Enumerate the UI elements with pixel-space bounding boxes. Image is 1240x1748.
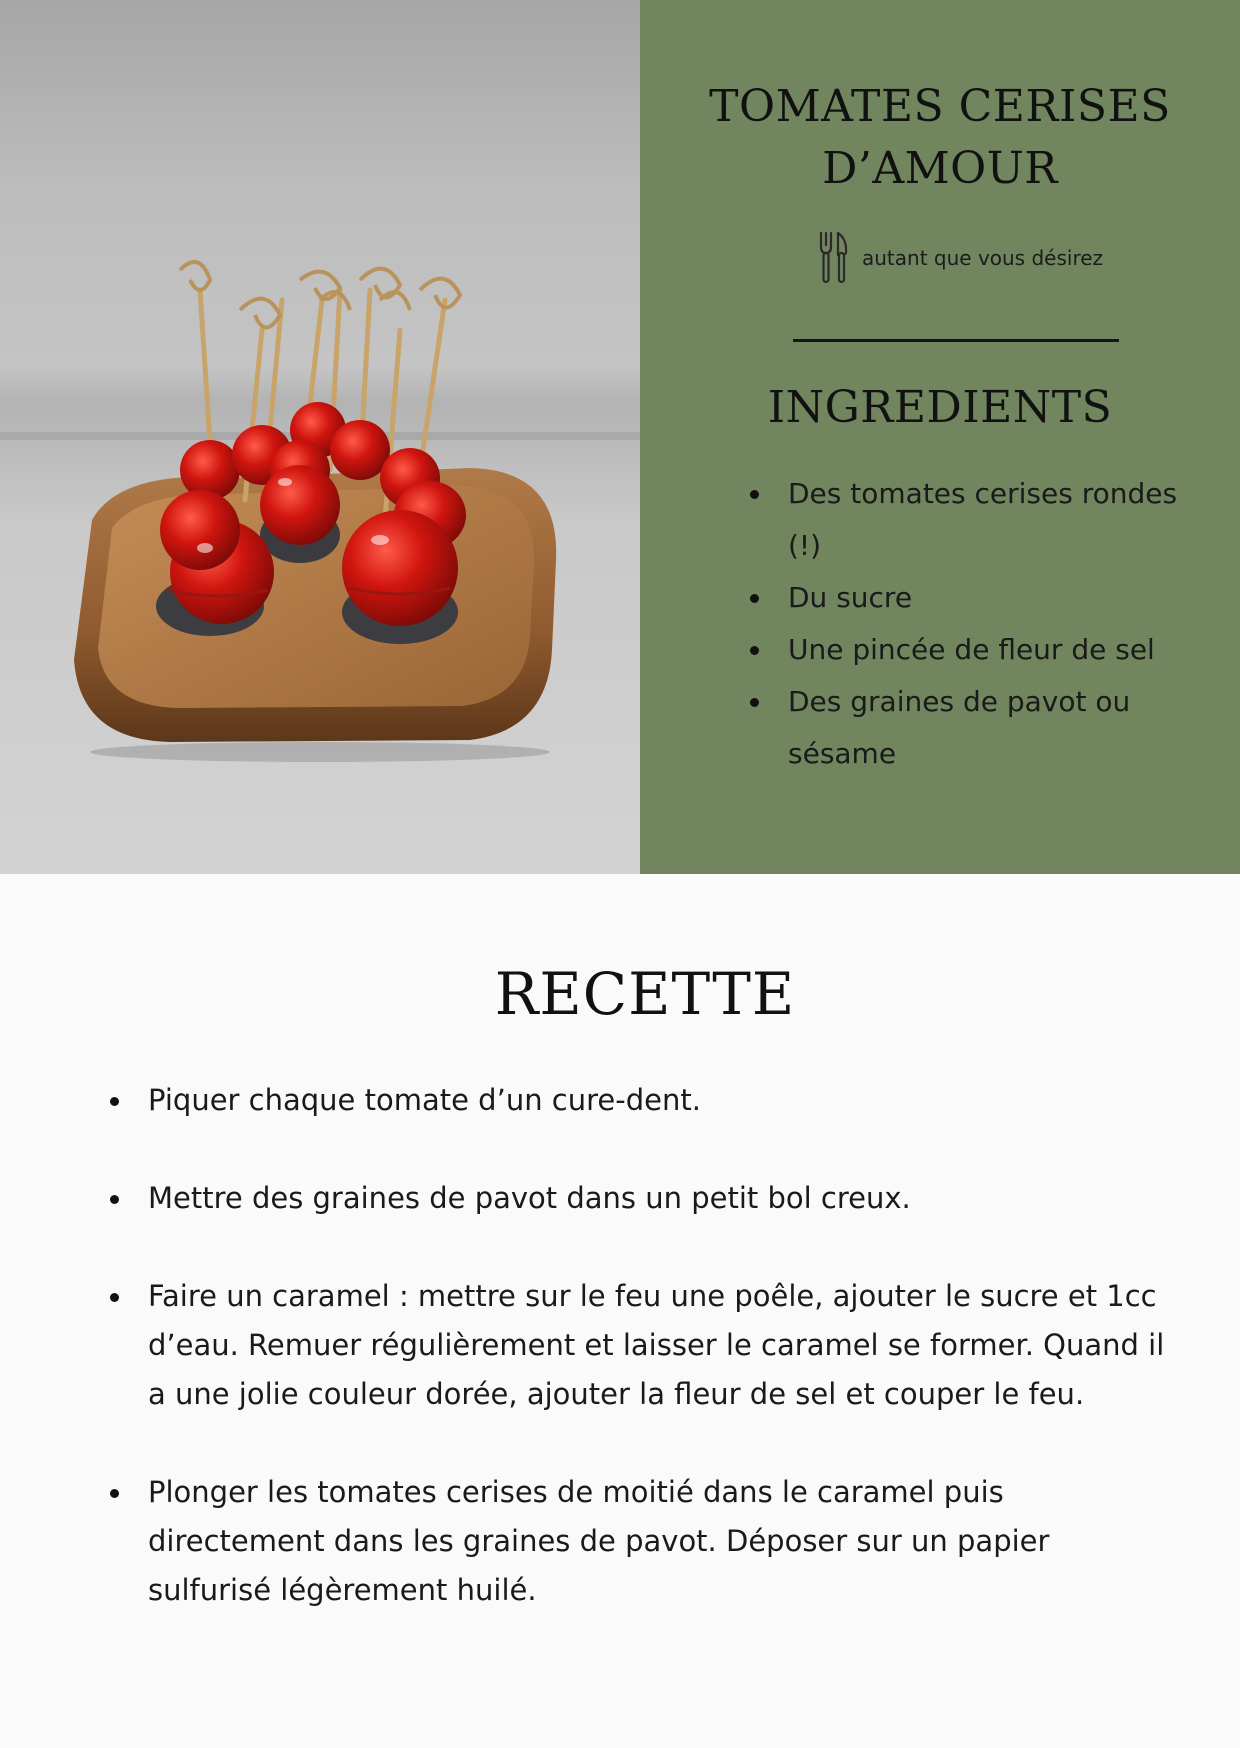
ingredient-item: Des graines de pavot ou sésame: [748, 676, 1188, 780]
recette-step: Mettre des graines de pavot dans un petit bol creux.: [108, 1174, 1168, 1223]
fork-knife-icon: [818, 231, 850, 285]
tomatoes-illustration: [0, 0, 640, 874]
recette-steps-list: [108, 1076, 1168, 1664]
ingredient-item: Des tomates cerises rondes (!): [748, 468, 1188, 572]
recipe-photo: [0, 0, 640, 874]
servings-text: autant que vous désirez: [862, 246, 1104, 270]
ingredients-list: [748, 468, 1188, 780]
recette-step: Piquer chaque tomate d’un cure-dent.: [108, 1076, 1168, 1125]
recette-step: Plonger les tomates cerises de moitié dans le caramel puis directement dans les graines de pavot. Déposer sur un papier sulfurisé légèrement huilé.: [108, 1468, 1168, 1615]
section-divider: [793, 339, 1119, 342]
recipe-title-line-2: D’AMOUR: [822, 143, 1058, 194]
recipe-title-line-1: TOMATES CERISES: [709, 81, 1171, 132]
recipe-info-panel: [640, 0, 1240, 874]
recette-heading: RECETTE: [494, 960, 796, 1028]
ingredient-item: Une pincée de fleur de sel: [748, 624, 1188, 676]
recette-step: Faire un caramel : mettre sur le feu une poêle, ajouter le sucre et 1cc d’eau. Remuer régulièrement et laisser le caramel se former. Quand il a une jolie couleur dorée, ajouter la fleur de sel et couper le feu.: [108, 1272, 1168, 1419]
ingredients-heading: INGREDIENTS: [767, 382, 1113, 433]
servings-row: [818, 230, 1103, 286]
recipe-title: [640, 76, 1240, 200]
ingredient-item: Du sucre: [748, 572, 1188, 624]
